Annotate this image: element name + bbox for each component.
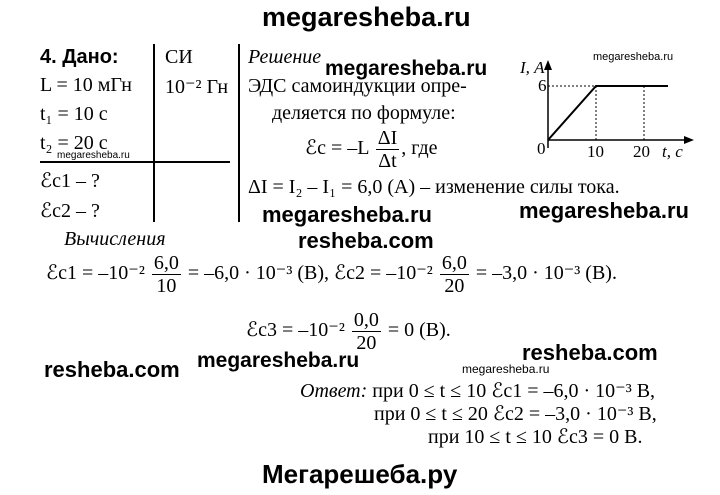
graph-x-tick-10: 10 xyxy=(587,142,604,161)
watermark-right-mid: megaresheba.ru xyxy=(519,198,689,223)
calc-line-3 xyxy=(246,310,451,353)
e3-denominator: 20 xyxy=(356,332,377,354)
watermark-left-mid: megaresheba.ru xyxy=(262,202,432,227)
formula-fraction xyxy=(376,128,400,171)
find-ec2: ℰc2 – ? xyxy=(40,200,100,222)
answer-line-1 xyxy=(300,378,655,403)
x-axis-arrow xyxy=(684,136,694,144)
watermark-resheba-right: resheba.com xyxy=(522,340,658,365)
delta-current-line: ΔI = I₂ – I₁ = 6,0 (А) – изменение силы тока. xyxy=(248,176,620,198)
given-t1: t₁ = 10 с xyxy=(40,103,108,125)
watermark-small3: megaresheba.ru xyxy=(462,362,550,376)
watermark-center-low: megaresheba.ru xyxy=(197,349,360,372)
find-ec1: ℰc1 – ? xyxy=(40,170,100,192)
watermark-resheba-1: resheba.com xyxy=(298,228,434,253)
calc-title: Вычисления xyxy=(64,228,166,250)
e1-rhs: = –6,0 · 10⁻³ (В), xyxy=(187,262,329,285)
watermark-resheba-left: resheba.com xyxy=(44,357,180,382)
watermark-small2: megaresheba.ru xyxy=(57,150,130,161)
e2-lhs: ℰc2 = –10⁻² xyxy=(333,262,433,285)
e1-numerator: 6,0 xyxy=(153,252,179,274)
graph-x-tick-20: 20 xyxy=(633,142,650,161)
watermark-small1: megaresheba.ru xyxy=(593,51,674,63)
watermark-bottom: Мегарешеба.ру xyxy=(262,459,458,489)
si-title: СИ xyxy=(165,46,193,68)
formula-emf xyxy=(305,128,438,171)
given-divider xyxy=(40,161,230,163)
e2-fraction xyxy=(440,253,469,296)
solution-title: Решение xyxy=(248,46,322,68)
e2-rhs: = –3,0 · 10⁻³ (В). xyxy=(475,262,617,285)
graph-y-tick-6: 6 xyxy=(538,76,547,95)
calc-line-1 xyxy=(46,253,617,296)
given-t2: t₂ = 20 с xyxy=(40,132,108,154)
answer-text-1: при 0 ≤ t ≤ 10 ℰc1 = –6,0 · 10⁻³ В, xyxy=(372,380,656,402)
e2-numerator: 6,0 xyxy=(441,252,467,274)
si-L: 10⁻² Гн xyxy=(165,76,229,98)
e3-lhs: ℰc3 = –10⁻² xyxy=(246,319,345,342)
y-axis-arrow xyxy=(544,60,552,70)
formula-tail: , где xyxy=(401,137,438,160)
formula-lhs: ℰc = –L xyxy=(305,137,369,160)
column-divider-1 xyxy=(153,44,155,222)
answer-line-2: при 0 ≤ t ≤ 20 ℰc2 = –3,0 · 10⁻³ В, xyxy=(374,403,657,425)
graph-origin: 0 xyxy=(537,139,546,158)
e2-denominator: 20 xyxy=(444,275,465,297)
solution-line2: деляется по формуле: xyxy=(272,102,456,124)
e3-fraction xyxy=(352,310,381,353)
problem-number: 4. Дано: xyxy=(40,46,119,68)
graph-y-label: I, А xyxy=(520,58,545,77)
e1-lhs: ℰc1 = –10⁻² xyxy=(46,262,145,285)
answer-label: Ответ: xyxy=(300,380,368,402)
given-L: L = 10 мГн xyxy=(40,74,132,96)
watermark-mid1: megaresheba.ru xyxy=(325,57,488,80)
answer-line-3: при 10 ≤ t ≤ 10 ℰc3 = 0 В. xyxy=(428,426,643,448)
watermark-top: megaresheba.ru xyxy=(262,2,471,32)
e1-fraction xyxy=(152,253,181,296)
e1-denominator: 10 xyxy=(156,275,177,297)
e3-numerator: 0,0 xyxy=(353,309,379,331)
e3-rhs: = 0 (В). xyxy=(387,319,451,342)
solution-line1: ЭДС самоиндукции опре- xyxy=(248,75,467,97)
current-series-line xyxy=(548,86,668,140)
column-divider-2 xyxy=(238,44,240,222)
graph-x-label: t, с xyxy=(662,142,683,161)
formula-denominator: Δt xyxy=(378,150,397,172)
formula-numerator: ΔI xyxy=(377,127,398,149)
